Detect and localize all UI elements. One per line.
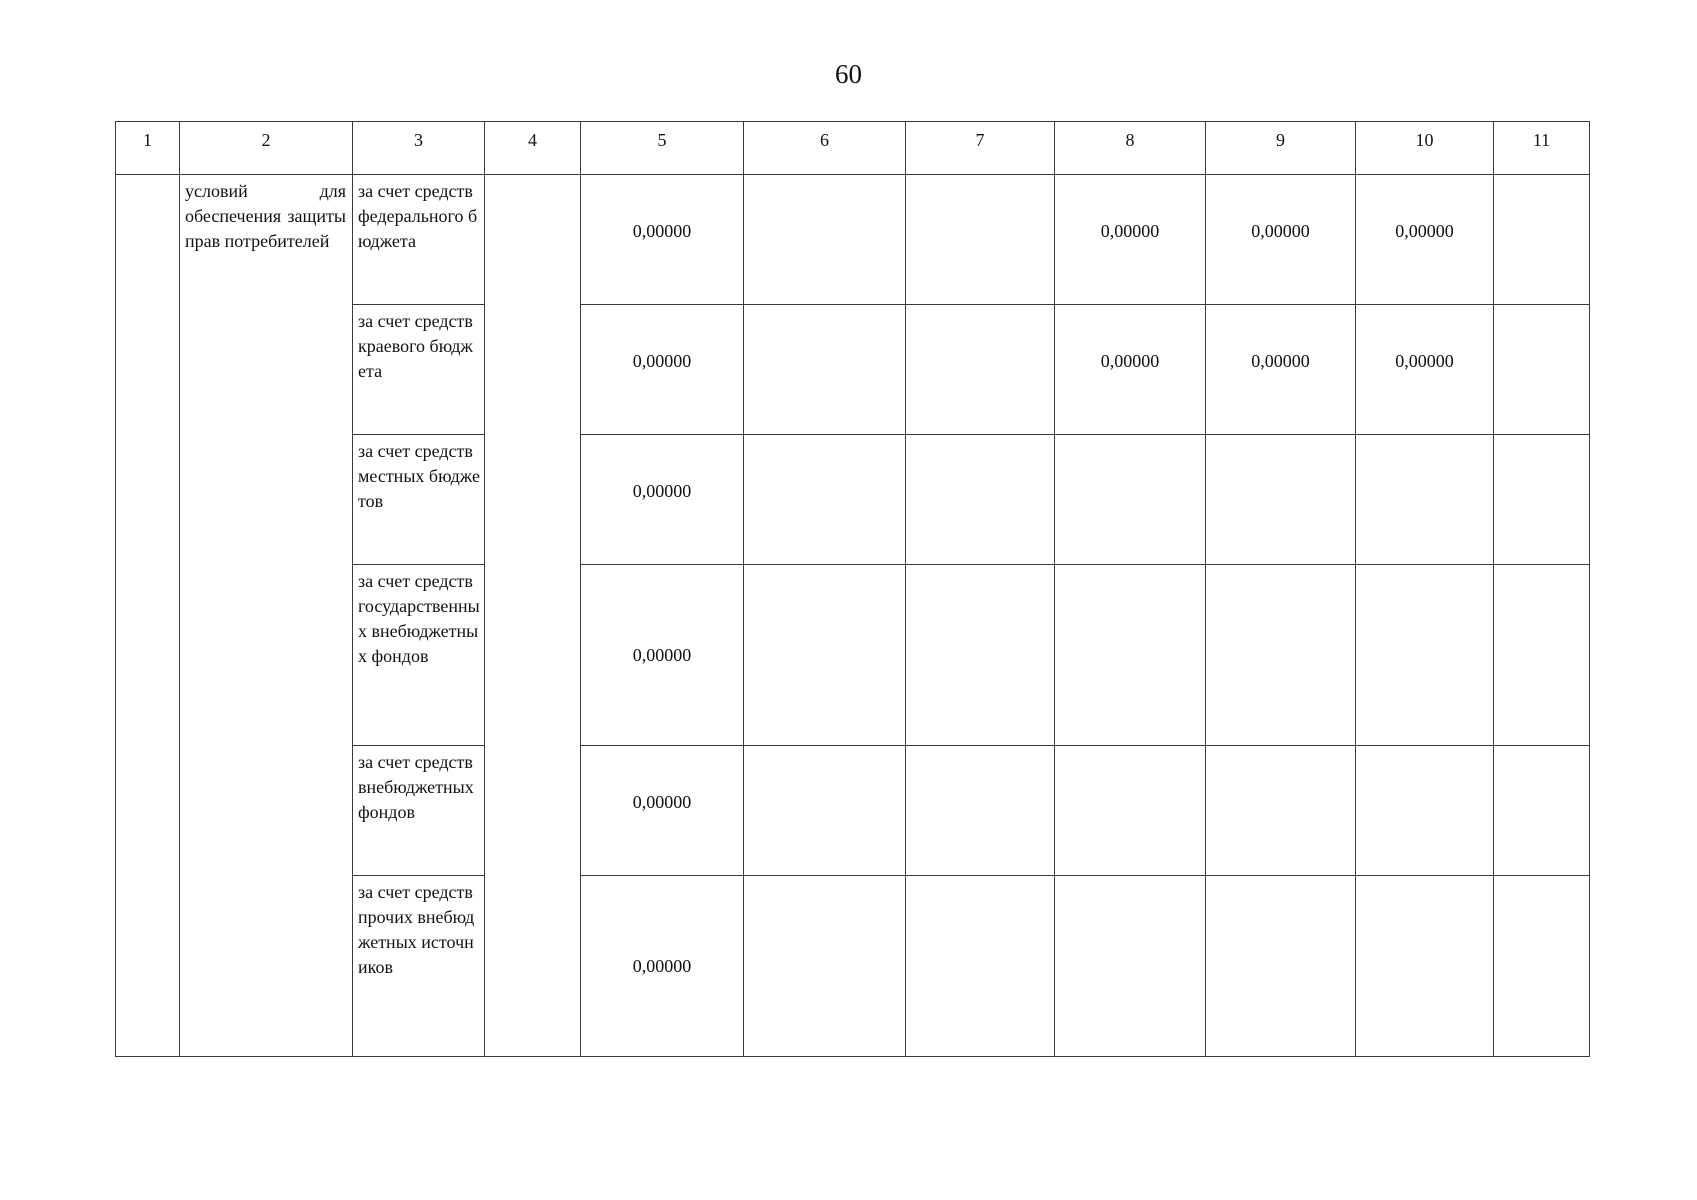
value-cell (1356, 746, 1494, 876)
value-cell (744, 876, 906, 1057)
value-cell (1356, 565, 1494, 746)
funding-source-cell: за счет средств краевого бюджета (353, 305, 485, 435)
value-cell: 0,00000 (1206, 305, 1356, 435)
value-cell (744, 435, 906, 565)
value-cell: 0,00000 (581, 876, 744, 1057)
value-cell: 0,00000 (581, 746, 744, 876)
value-cell (1356, 876, 1494, 1057)
column-header: 8 (1055, 122, 1206, 175)
budget-table (115, 121, 1590, 1057)
value-cell (1055, 746, 1206, 876)
value-cell (1494, 746, 1590, 876)
value-cell (1206, 435, 1356, 565)
row-number-cell (116, 175, 180, 1057)
value-cell (1206, 876, 1356, 1057)
column-header: 6 (744, 122, 906, 175)
value-cell (1494, 876, 1590, 1057)
value-cell (906, 746, 1055, 876)
value-cell (906, 305, 1055, 435)
column-number-row (116, 122, 1590, 175)
funding-source-cell: за счет средств прочих внебюджетных источников (353, 876, 485, 1057)
value-cell: 0,00000 (1055, 175, 1206, 305)
funding-source-cell: за счет средств внебюджетных фондов (353, 746, 485, 876)
value-cell: 0,00000 (581, 305, 744, 435)
value-cell (906, 435, 1055, 565)
column-header: 5 (581, 122, 744, 175)
column-header: 7 (906, 122, 1055, 175)
value-cell: 0,00000 (581, 435, 744, 565)
value-cell (744, 746, 906, 876)
funding-source-cell: за счет средств государственных внебюджетных фондов (353, 565, 485, 746)
value-cell (1055, 565, 1206, 746)
column-header: 3 (353, 122, 485, 175)
column-header: 4 (485, 122, 581, 175)
value-cell (1055, 876, 1206, 1057)
value-cell (1494, 435, 1590, 565)
value-cell (744, 305, 906, 435)
value-cell (1356, 435, 1494, 565)
column-header: 11 (1494, 122, 1590, 175)
value-cell (1206, 565, 1356, 746)
column-4-cell (485, 175, 581, 1057)
value-cell: 0,00000 (581, 175, 744, 305)
table-row (116, 175, 1590, 305)
value-cell (906, 565, 1055, 746)
value-cell (1206, 746, 1356, 876)
funding-source-cell: за счет средств федерального бюджета (353, 175, 485, 305)
value-cell (1494, 175, 1590, 305)
value-cell (1055, 435, 1206, 565)
value-cell (744, 565, 906, 746)
page-number: 60 (835, 59, 862, 89)
condition-cell: условий для обеспечения защиты прав потребителей (180, 175, 353, 1057)
funding-source-cell: за счет средств местных бюджетов (353, 435, 485, 565)
value-cell (744, 175, 906, 305)
value-cell (906, 175, 1055, 305)
value-cell: 0,00000 (1055, 305, 1206, 435)
value-cell: 0,00000 (581, 565, 744, 746)
value-cell (1494, 305, 1590, 435)
column-header: 1 (116, 122, 180, 175)
value-cell (1494, 565, 1590, 746)
value-cell: 0,00000 (1356, 175, 1494, 305)
column-header: 9 (1206, 122, 1356, 175)
value-cell: 0,00000 (1206, 175, 1356, 305)
value-cell (906, 876, 1055, 1057)
value-cell: 0,00000 (1356, 305, 1494, 435)
column-header: 10 (1356, 122, 1494, 175)
column-header: 2 (180, 122, 353, 175)
